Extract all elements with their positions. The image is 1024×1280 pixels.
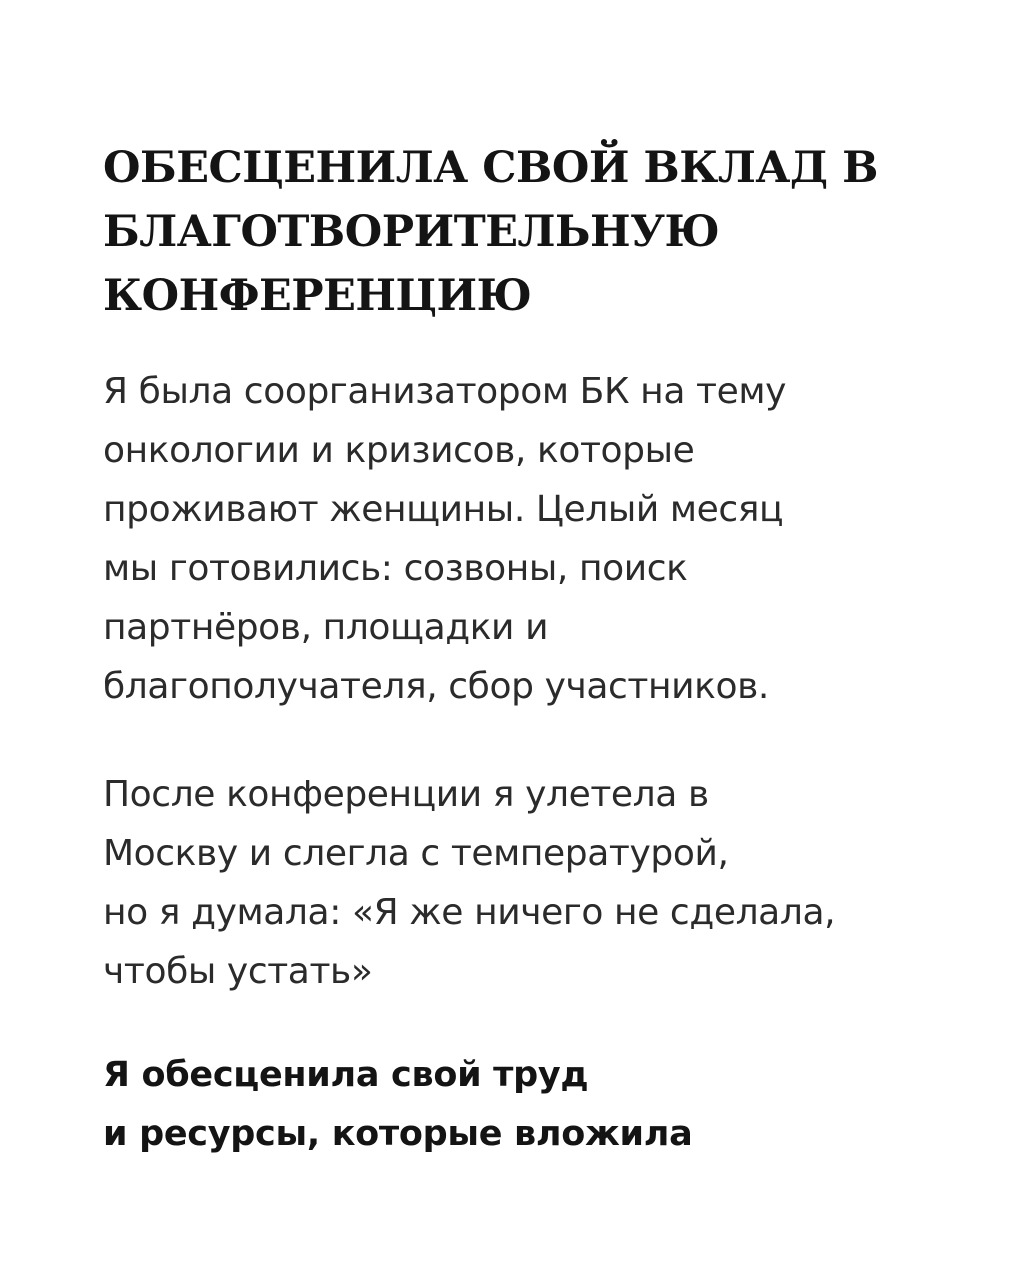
- story-paragraph-2: [103, 765, 983, 1001]
- heading-line: КОНФЕРЕНЦИЮ: [103, 271, 532, 321]
- paragraph-line: чтобы устать»: [103, 951, 373, 992]
- story-paragraph-1: [103, 362, 983, 716]
- paragraph-line: мы готовились: созвоны, поиск: [103, 548, 688, 589]
- paragraph-line: Москву и слегла с температурой,: [103, 833, 729, 874]
- slide-heading: [103, 136, 963, 328]
- heading-line: БЛАГОТВОРИТЕЛЬНУЮ: [103, 207, 720, 257]
- conclusion-text: [103, 1046, 983, 1164]
- paragraph-line: онкологии и кризисов, которые: [103, 430, 695, 471]
- paragraph-line: но я думала: «Я же ничего не сделала,: [103, 892, 836, 933]
- heading-line: ОБЕСЦЕНИЛА СВОЙ ВКЛАД В: [103, 143, 878, 193]
- paragraph-line: проживают женщины. Целый месяц: [103, 489, 784, 530]
- paragraph-line: партнёров, площадки и: [103, 607, 549, 648]
- paragraph-line: После конференции я улетела в: [103, 774, 709, 815]
- conclusion-line: Я обесценила свой труд: [103, 1055, 589, 1095]
- paragraph-line: благополучателя, сбор участников.: [103, 666, 769, 707]
- conclusion-line: и ресурсы, которые вложила: [103, 1114, 693, 1154]
- paragraph-line: Я была соорганизатором БК на тему: [103, 371, 786, 412]
